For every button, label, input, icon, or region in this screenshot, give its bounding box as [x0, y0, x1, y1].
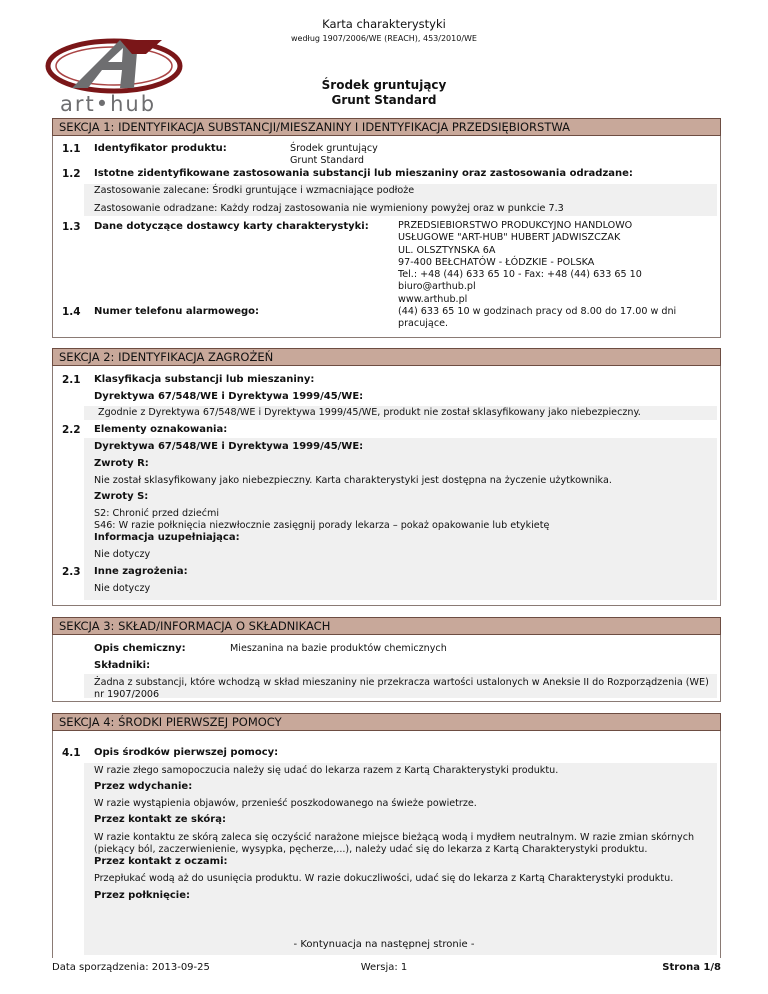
section-4-header: SEKCJA 4: ŚRODKI PIERWSZEJ POMOCY [52, 713, 721, 731]
section-3-header: SEKCJA 3: SKŁAD/INFORMACJA O SKŁADNIKACH [52, 617, 721, 635]
field-value: Przepłukać wodą aż do usunięcia produktu. W razie dokuczliwości, udać się do lekarza z Kartą Charakterystyki produktu. [94, 873, 674, 884]
emergency-phone: (44) 633 65 10 w godzinach pracy od 8.00 do 17.00 w dni [398, 306, 677, 318]
directive-label: Dyrektywa 67/548/WE i Dyrektywa 1999/45/WE: [94, 441, 364, 452]
field-label: Zwroty R: [94, 458, 149, 469]
field-value: nr 1907/2006 [94, 689, 160, 700]
field-label: Przez kontakt ze skórą: [94, 814, 226, 825]
supplier-email[interactable]: biuro@arthub.pl [398, 281, 476, 293]
continuation-note: - Kontynuacja na następnej stronie - [293, 939, 475, 950]
product-identifier: Środek gruntujący [290, 143, 378, 154]
field-value: W razie wystąpienia objawów, przenieść poszkodowanego na świeże powietrze. [94, 798, 477, 809]
page-number: Strona 1/8 [662, 962, 721, 973]
field-value: Nie dotyczy [94, 583, 151, 594]
field-label: Klasyfikacja substancji lub mieszaniny: [94, 374, 315, 385]
field-label: Zwroty S: [94, 491, 149, 502]
supplier-line: 97-400 BEŁCHATÓW - ŁÓDZKIE - POLSKA [398, 256, 595, 268]
field-label: Dane dotyczące dostawcy karty charakterystyki: [94, 221, 369, 232]
field-value: W razie złego samopoczucia należy się udać do lekarza razem z Kartą Charakterystyki produktu. [94, 765, 559, 776]
product-identifier: Grunt Standard [290, 155, 364, 166]
logo-wordmark: art•hub [60, 92, 157, 116]
field-label: Składniki: [94, 660, 151, 671]
preparation-date: Data sporządzenia: 2013-09-25 [52, 962, 210, 973]
field-value: Nie został sklasyfikowany jako niebezpieczny. Karta charakterystyki jest dostępna na życzenie użytkownika. [94, 475, 612, 486]
field-label: Przez wdychanie: [94, 781, 193, 792]
field-label: Elementy oznakowania: [94, 424, 228, 435]
field-value: Zastosowanie odradzane: Każdy rodzaj zastosowania nie wymieniony powyżej oraz w punkcie 7.3 [94, 203, 564, 214]
item-number: 1.1 [62, 143, 81, 155]
arthub-logo [42, 36, 192, 114]
product-name: Grunt Standard [331, 93, 437, 107]
section-2-header: SEKCJA 2: IDENTYFIKACJA ZAGROŻEŃ [52, 348, 721, 366]
supplier-details [398, 220, 676, 331]
item-number: 2.2 [62, 424, 81, 436]
field-label: Inne zagrożenia: [94, 566, 188, 577]
field-label: Informacja uzupełniająca: [94, 532, 240, 543]
version-label: Wersja: 1 [360, 962, 408, 973]
document-regulation: według 1907/2006/WE (REACH), 453/2010/WE [291, 34, 477, 43]
field-value: S46: W razie połknięcia niezwłocznie zasięgnij porady lekarza – pokaż opakowanie lub etykietę [94, 520, 550, 531]
field-value: W razie kontaktu ze skórą zaleca się oczyścić narażone miejsce bieżącą wodą i mydłem neutralnym. W razie zmian skórnych [94, 832, 695, 843]
item-number: 1.3 [62, 221, 81, 233]
supplier-line: PRZEDSIEBIORSTWO PRODUKCYJNO HANDLOWO [398, 220, 633, 231]
field-label: Opis chemiczny: [94, 643, 186, 654]
field-value: Mieszanina na bazie produktów chemicznych [230, 643, 447, 654]
field-label: Przez połknięcie: [94, 890, 191, 901]
item-number: 1.2 [62, 168, 81, 180]
field-label: Opis środków pierwszej pomocy: [94, 747, 279, 758]
field-label: Numer telefonu alarmowego: [94, 306, 260, 317]
supplier-line: Tel.: +48 (44) 633 65 10 - Fax: +48 (44) 633 65 10 [398, 269, 642, 281]
supplier-website[interactable]: www.arthub.pl [398, 293, 468, 305]
field-value: Zgodnie z Dyrektywa 67/548/WE i Dyrektywa 1999/45/WE, produkt nie został sklasyfikowany jako niebezpieczny. [98, 407, 641, 418]
field-label: Identyfikator produktu: [94, 143, 227, 154]
item-number: 2.1 [62, 374, 81, 386]
section-1-header: SEKCJA 1: IDENTYFIKACJA SUBSTANCJI/MIESZANINY I IDENTYFIKACJA PRZEDSIĘBIORSTWA [52, 118, 721, 136]
item-number: 2.3 [62, 566, 81, 578]
field-value: Zastosowanie zalecane: Środki gruntujące i wzmacniające podłoże [94, 185, 415, 196]
field-value: Żadna z substancji, które wchodzą w skład mieszaniny nie przekracza wartości ustalonych w Aneksie II do Rozporządzenia (WE) [94, 677, 709, 688]
field-label: Przez kontakt z oczami: [94, 856, 228, 867]
field-value: (piekący ból, zaczerwienienie, wysypka, pęcherze,...), należy udać się do lekarza z Kartą Charakterystyki produktu. [94, 844, 648, 855]
document-title: Karta charakterystyki [322, 17, 446, 31]
directive-label: Dyrektywa 67/548/WE i Dyrektywa 1999/45/WE: [94, 391, 364, 402]
product-name-pl: Środek gruntujący [321, 78, 447, 92]
item-number: 1.4 [62, 306, 81, 318]
field-value: S2: Chronić przed dziećmi [94, 508, 220, 519]
field-label: Istotne zidentyfikowane zastosowania substancji lub mieszaniny oraz zastosowania odradzane: [94, 168, 633, 179]
emergency-phone: pracujące. [398, 318, 449, 330]
item-number: 4.1 [62, 747, 81, 759]
field-value: Nie dotyczy [94, 549, 151, 560]
supplier-line: UL. OLSZTYNSKA 6A [398, 244, 496, 256]
supplier-line: USŁUGOWE "ART-HUB" HUBERT JADWISZCZAK [398, 232, 621, 244]
